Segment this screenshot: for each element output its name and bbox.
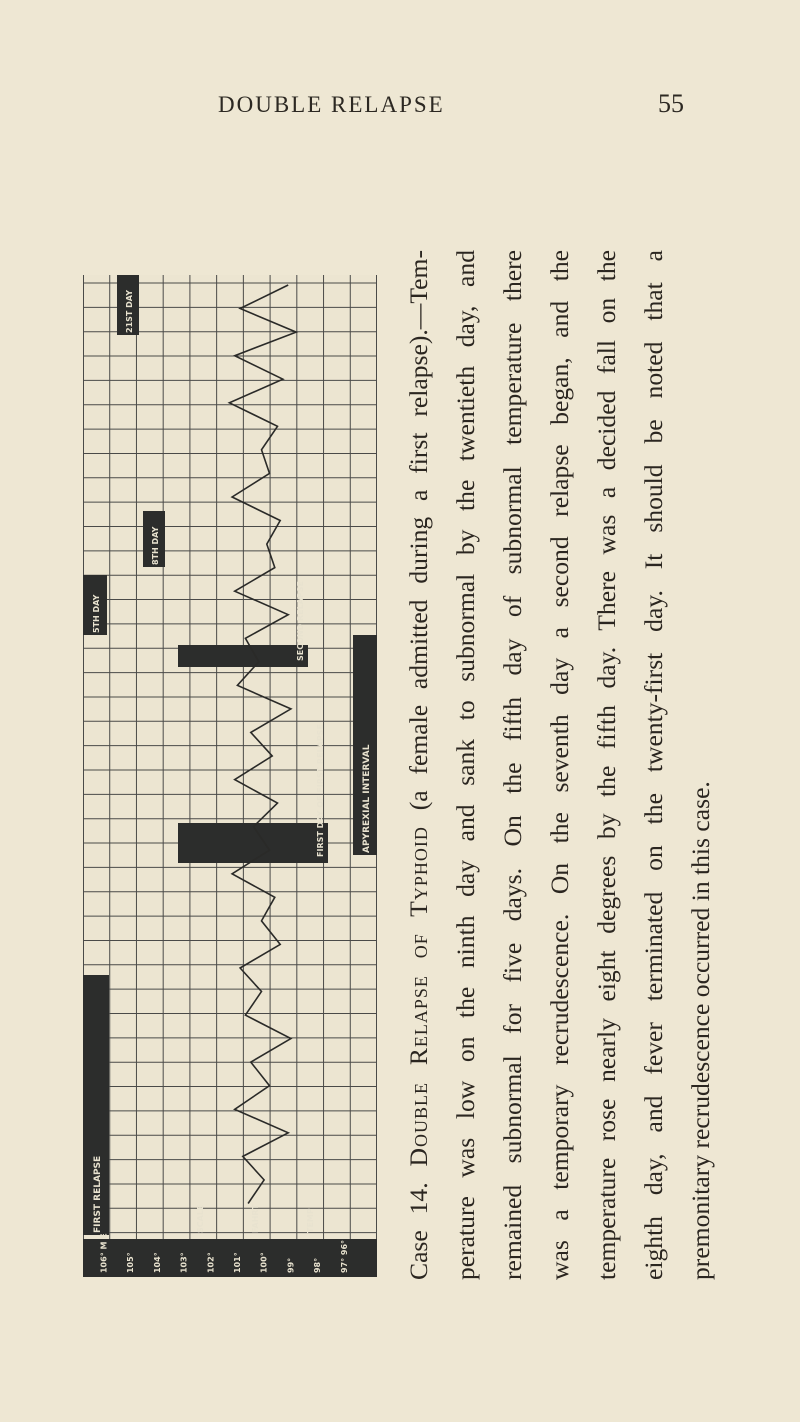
scale-label: FAHRT [251, 1204, 260, 1233]
first-relapse-label: FIRST RELAPSE [93, 1155, 103, 1233]
apyrexial-interval-label: APYREXIAL INTERVAL [362, 744, 372, 853]
temperature-tick-label: 97° 96° [339, 1239, 349, 1273]
temperature-tick-label: 100° [259, 1252, 269, 1273]
caption-line-1 [404, 250, 434, 1280]
temperature-chart-svg [83, 275, 377, 1277]
scale-label: TEMP [306, 1208, 315, 1233]
temperature-tick-label: 99° [286, 1257, 296, 1273]
temperature-tick-label: 105° [126, 1252, 136, 1273]
day-8th-label: 8TH DAY [151, 526, 160, 565]
second-relapse-label: SECOND RELAPSE [296, 580, 305, 661]
scale-label: SCALE [196, 1204, 205, 1233]
first-day-band [178, 823, 328, 863]
figure-caption [396, 250, 791, 1280]
temperature-chart [83, 275, 377, 1277]
caption-line-6: eighth day, and fever terminated on the twenty-first day. It should be noted that a [639, 250, 668, 1280]
caption-line-3: remained subnormal for five days. On the fifth day of subnormal temperature there [498, 250, 527, 1280]
temperature-tick-label: 103° [179, 1252, 189, 1273]
chart-background [83, 275, 377, 1277]
caption-line-7: premonitary recrudescence occurred in this case. [686, 781, 715, 1280]
first-day-label: FIRST DAY OF FIRST RELAPSE [316, 724, 325, 857]
day-21st-label: 21ST DAY [125, 290, 134, 333]
running-title: DOUBLE RELAPSE [218, 92, 445, 117]
temperature-tick-label: 104° [152, 1252, 162, 1273]
caption-line-5: temperature rose nearly eight degrees by the fifth day. There was a decided fall on the [592, 250, 621, 1280]
temperature-tick-label: 101° [233, 1252, 242, 1273]
day-5th-label: 5TH DAY [92, 594, 101, 633]
caption-line-2: perature was low on the ninth day and sank to subnormal by the twentieth day, and [451, 250, 480, 1280]
temperature-tick-label: 106° M E [99, 1233, 109, 1273]
caption-title: Double Relapse of Typhoid [404, 826, 433, 1167]
second-relapse-band [178, 645, 308, 667]
temperature-tick-label: 98° [313, 1257, 323, 1273]
caption-case-label: Case 14. [404, 1182, 433, 1280]
caption-line-1-rest: (a female admitted during a first relapse).—Tem- [404, 250, 433, 827]
caption-line-4: was a temporary recrudescence. On the seventh day a second relapse began, and the [545, 250, 574, 1280]
temperature-tick-label: 102° [206, 1252, 216, 1273]
page-number: 55 [658, 89, 684, 118]
